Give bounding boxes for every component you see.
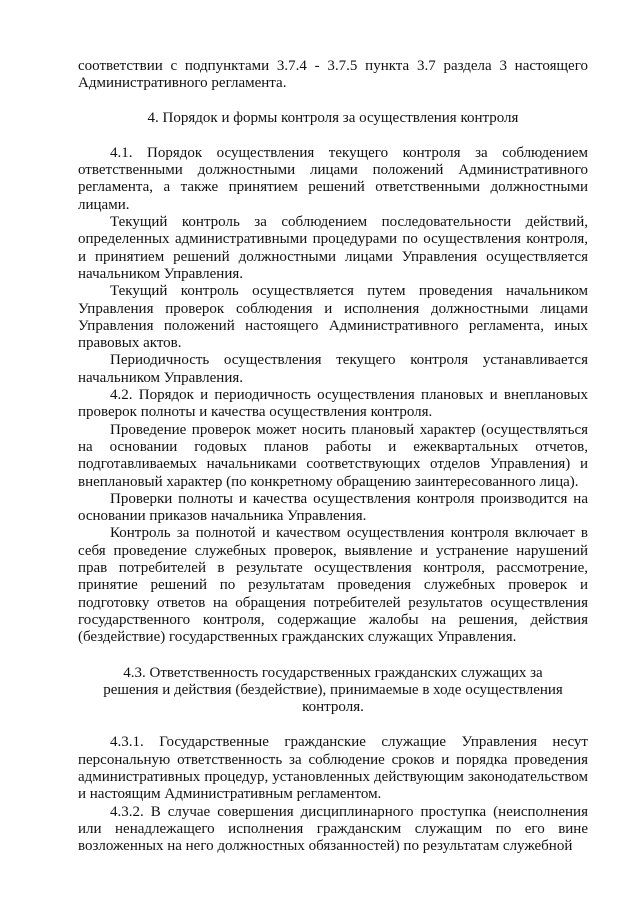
intro-paragraph: соответствии с подпунктами 3.7.4 - 3.7.5 пункта 3.7 раздела 3 настоящего Административного регламента.: [78, 58, 588, 92]
paragraph-4-1: 4.1. Порядок осуществления текущего контроля за соблюдением ответственными должностными лицами положений Административного регламента, а также принятием решений ответственными должностными лицами.: [78, 144, 588, 213]
document-page: [78, 58, 588, 855]
paragraph-4-3-2: 4.3.2. В случае совершения дисциплинарного проступка (неисполнения или ненадлежащего исполнения гражданским служащим по его вине возложенных на него должностных обязанностей) по результатам служебной: [78, 803, 588, 855]
paragraph-periodicity: Периодичность осуществления текущего контроля устанавливается начальником Управления.: [78, 352, 588, 386]
section-4-heading: 4. Порядок и формы контроля за осуществления контроля: [147, 109, 519, 126]
paragraph-current-control-procedures: Текущий контроль за соблюдением последовательности действий, определенных административными процедурами по осуществления контроля, и принятием решений должностными лицами Управления осуществляется начальником Управления.: [78, 214, 588, 282]
paragraph-current-control-inspections: Текущий контроль осуществляется путем проведения начальником Управления проверок соблюдения и исполнения должностными лицами Управления положений настоящего Административного регламента, иных правовых актов.: [78, 283, 588, 352]
paragraph-inspection-orders: Проверки полноты и качества осуществления контроля производится на основании приказов начальника Управления.: [78, 490, 588, 525]
paragraph-4-2: 4.2. Порядок и периодичность осуществления плановых и внеплановых проверок полноты и качества осуществления контроля.: [78, 387, 588, 421]
paragraph-control-scope: Контроль за полнотой и качеством осуществления контроля включает в себя проведение служебных проверок, выявление и устранение нарушений прав потребителей в результате осуществления контроля, рассмотрение, принятие решений по результатам проведения служебных проверок и подготовку ответов на обращения потребителей результатов осуществления государственного контроля, содержащие жалобы на решения, действия (бездействие) государственных гражданских служащих Управления.: [78, 525, 588, 646]
paragraph-inspection-types: Проведение проверок может носить плановый характер (осуществляться на основании годовых планов работы и ежеквартальных отчетов, подготавливаемых начальниками соответствующих отделов Управления) и внеплановый характер (по конкретному обращению заинтересованного лица).: [78, 421, 588, 490]
section-4-3-heading: 4.3. Ответственность государственных гражданских служащих за решения и действия (бездействие), принимаемые в ходе осуществления контроля.: [103, 664, 563, 716]
paragraph-4-3-1: 4.3.1. Государственные гражданские служащие Управления несут персональную ответственность за соблюдение сроков и порядка проведения административных процедур, установленных действующим законодательством и настоящим Административным регламентом.: [78, 734, 588, 803]
